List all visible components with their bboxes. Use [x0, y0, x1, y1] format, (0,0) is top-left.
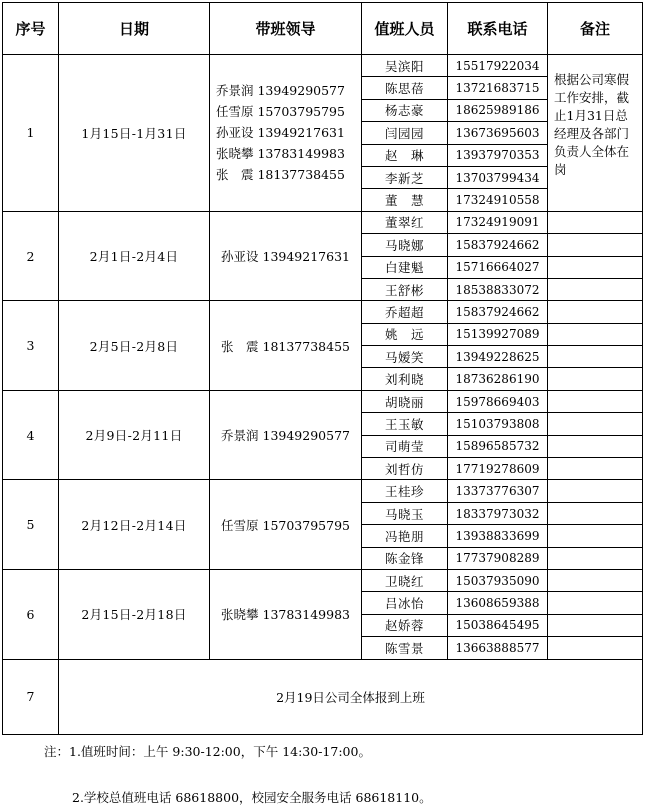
- remark-cell: [548, 480, 643, 502]
- staff-phone: 15837924662: [448, 234, 548, 256]
- staff-name: 闫园园: [362, 122, 448, 144]
- staff-phone: 15978669403: [448, 390, 548, 412]
- remark-cell: [548, 413, 643, 435]
- leader-entry: 乔景润 13949290577: [216, 83, 345, 99]
- staff-phone: 15896585732: [448, 435, 548, 457]
- final-row-text: 2月19日公司全体报到上班: [59, 659, 643, 734]
- staff-phone: 18736286190: [448, 368, 548, 390]
- staff-phone: 15037935090: [448, 569, 548, 591]
- staff-name: 杨志豪: [362, 99, 448, 121]
- staff-phone: 13938833699: [448, 525, 548, 547]
- remark-cell: [548, 435, 643, 457]
- staff-name: 冯艳朋: [362, 525, 448, 547]
- staff-name: 马晓娜: [362, 234, 448, 256]
- staff-phone: 13703799434: [448, 166, 548, 188]
- staff-name: 吕冰怡: [362, 592, 448, 614]
- staff-phone: 17737908289: [448, 547, 548, 569]
- table-row: [3, 211, 643, 233]
- leader-entry: 张 震 18137738455: [221, 338, 350, 354]
- final-row: [3, 659, 643, 734]
- staff-name: 刘哲仿: [362, 458, 448, 480]
- staff-name: 吴滨阳: [362, 55, 448, 77]
- header-index: 序号: [3, 3, 59, 55]
- duty-schedule-table: [2, 2, 643, 735]
- staff-phone: 13608659388: [448, 592, 548, 614]
- staff-name: 董翠红: [362, 211, 448, 233]
- group-index: 6: [3, 569, 59, 659]
- group-date: 2月1日-2月4日: [59, 211, 210, 301]
- remark-cell: [548, 525, 643, 547]
- group-date: 1月15日-1月31日: [59, 55, 210, 212]
- staff-name: 赵 琳: [362, 144, 448, 166]
- remark-cell: [548, 502, 643, 524]
- group-index: 1: [3, 55, 59, 212]
- staff-name: 李新芝: [362, 166, 448, 188]
- table-row: [3, 569, 643, 591]
- header-phone: 联系电话: [448, 3, 548, 55]
- leader-entry: 张 震 18137738455: [216, 167, 345, 183]
- group-date: 2月15日-2月18日: [59, 569, 210, 659]
- staff-name: 王玉敏: [362, 413, 448, 435]
- table-row: [3, 480, 643, 502]
- note-2: 2.学校总值班电话 68618800，校园安全服务电话 68618110。: [72, 790, 432, 805]
- leader-entry: 孙亚设 13949217631: [216, 125, 345, 141]
- staff-phone: 13373776307: [448, 480, 548, 502]
- staff-phone: 13937970353: [448, 144, 548, 166]
- staff-phone: 13663888577: [448, 637, 548, 659]
- leader-entry: 张晓攀 13783149983: [221, 607, 350, 623]
- group-leaders: [210, 55, 362, 212]
- group-leaders: [210, 211, 362, 301]
- table-header-row: [3, 3, 643, 55]
- staff-phone: 15038645495: [448, 614, 548, 636]
- staff-phone: 15716664027: [448, 256, 548, 278]
- staff-phone: 13721683715: [448, 77, 548, 99]
- staff-phone: 18337973032: [448, 502, 548, 524]
- staff-phone: 15139927089: [448, 323, 548, 345]
- group-index: 2: [3, 211, 59, 301]
- leader-entry: 乔景润 13949290577: [221, 428, 350, 444]
- remark-cell: [548, 256, 643, 278]
- group-leaders: [210, 301, 362, 391]
- group-date: 2月9日-2月11日: [59, 390, 210, 480]
- staff-phone: 15517922034: [448, 55, 548, 77]
- remark-cell: [548, 569, 643, 591]
- table-row: [3, 55, 643, 77]
- table-row: [3, 390, 643, 412]
- staff-name: 乔超超: [362, 301, 448, 323]
- group-index: 5: [3, 480, 59, 570]
- staff-phone: 17324910558: [448, 189, 548, 211]
- staff-phone: 15103793808: [448, 413, 548, 435]
- remark-cell: [548, 547, 643, 569]
- header-remark: 备注: [548, 3, 643, 55]
- group-leaders: [210, 480, 362, 570]
- staff-phone: 18538833072: [448, 278, 548, 300]
- remark-cell: [548, 346, 643, 368]
- staff-phone: 17324919091: [448, 211, 548, 233]
- remark-cell: 根据公司寒假工作安排，截止1月31日总经理及各部门负责人全体在岗: [548, 55, 643, 212]
- table-row: [3, 301, 643, 323]
- staff-name: 陈雪景: [362, 637, 448, 659]
- group-date: 2月5日-2月8日: [59, 301, 210, 391]
- remark-cell: [548, 323, 643, 345]
- staff-name: 胡晓丽: [362, 390, 448, 412]
- remark-cell: [548, 234, 643, 256]
- remark-cell: [548, 301, 643, 323]
- leader-entry: 张晓攀 13783149983: [216, 146, 345, 162]
- final-row-index: 7: [3, 659, 59, 734]
- remark-cell: [548, 614, 643, 636]
- group-leaders: [210, 390, 362, 480]
- staff-name: 司萌莹: [362, 435, 448, 457]
- remark-cell: [548, 278, 643, 300]
- leader-entry: 任雪原 15703795795: [221, 517, 350, 533]
- staff-name: 白建魁: [362, 256, 448, 278]
- header-staff: 值班人员: [362, 3, 448, 55]
- staff-name: 陈金锋: [362, 547, 448, 569]
- group-leaders: [210, 569, 362, 659]
- group-date: 2月12日-2月14日: [59, 480, 210, 570]
- staff-phone: 18625989186: [448, 99, 548, 121]
- leader-entry: 孙亚设 13949217631: [221, 249, 350, 265]
- staff-name: 马嫒笑: [362, 346, 448, 368]
- staff-name: 陈思蓓: [362, 77, 448, 99]
- note-1: 注：1.值班时间：上午 9:30-12:00，下午 14:30-17:00。: [44, 744, 371, 759]
- group-index: 4: [3, 390, 59, 480]
- staff-name: 赵娇蓉: [362, 614, 448, 636]
- remark-cell: [548, 390, 643, 412]
- staff-phone: 13673695603: [448, 122, 548, 144]
- staff-name: 卫晓红: [362, 569, 448, 591]
- staff-name: 董 慧: [362, 189, 448, 211]
- remark-cell: [548, 637, 643, 659]
- staff-name: 王桂珍: [362, 480, 448, 502]
- group-index: 3: [3, 301, 59, 391]
- remark-cell: [548, 592, 643, 614]
- staff-phone: 13949228625: [448, 346, 548, 368]
- staff-name: 马晓玉: [362, 502, 448, 524]
- staff-phone: 15837924662: [448, 301, 548, 323]
- staff-name: 王舒彬: [362, 278, 448, 300]
- leader-entry: 任雪原 15703795795: [216, 104, 345, 120]
- staff-name: 刘利晓: [362, 368, 448, 390]
- staff-phone: 17719278609: [448, 458, 548, 480]
- remark-cell: [548, 458, 643, 480]
- staff-name: 姚 远: [362, 323, 448, 345]
- header-date: 日期: [59, 3, 210, 55]
- remark-cell: [548, 211, 643, 233]
- header-leader: 带班领导: [210, 3, 362, 55]
- remark-cell: [548, 368, 643, 390]
